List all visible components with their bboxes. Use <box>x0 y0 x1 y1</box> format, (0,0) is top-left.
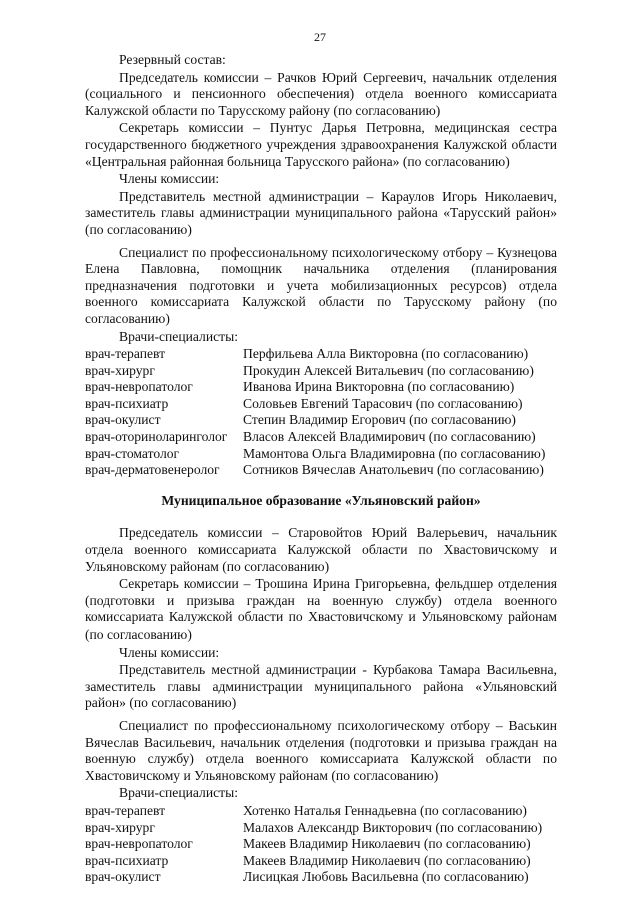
reserve-doctors-label: Врачи-специалисты: <box>119 328 238 344</box>
list-item <box>85 803 557 820</box>
section-heading: Муниципальное образование «Ульяновский район» <box>161 492 481 508</box>
doctor-name: Малахов Александр Викторович (по согласованию) <box>243 819 543 835</box>
list-item <box>85 820 557 837</box>
doctor-name: Власов Алексей Владимирович (по согласованию) <box>243 429 536 445</box>
list-item <box>85 462 557 479</box>
doctor-role: врач-оториноларинголог <box>85 429 228 445</box>
doctor-name: Перфильева Алла Викторовна (по согласованию) <box>243 346 529 362</box>
reserve-admin-representative: Представитель местной администрации – Караулов Игорь Николаевич, заместитель главы администрации муниципального района «Тарусский район» (по согласованию) <box>85 188 557 237</box>
reserve-doctors-list <box>85 346 557 479</box>
doctor-role: врач-невропатолог <box>85 836 193 852</box>
doctor-role: врач-терапевт <box>85 802 166 818</box>
doctor-name: Степин Владимир Егорович (по согласованию) <box>243 412 516 428</box>
main-members-label: Члены комиссии: <box>119 644 220 660</box>
doctor-name: Макеев Владимир Николаевич (по согласованию) <box>243 836 531 852</box>
doctor-name: Лисицкая Любовь Васильевна (по согласованию) <box>243 869 529 885</box>
main-doctors-list <box>85 803 557 886</box>
list-item <box>85 429 557 446</box>
main-secretary-note: (по согласованию) <box>85 627 192 642</box>
list-item <box>85 396 557 413</box>
doctor-name: Хотенко Наталья Геннадьевна (по согласованию) <box>243 802 527 818</box>
document-body <box>85 52 557 886</box>
doctor-role: врач-хирург <box>85 819 155 835</box>
doctor-name: Макеев Владимир Николаевич (по согласованию) <box>243 852 531 868</box>
main-secretary: Секретарь комиссии – Трошина Ирина Григорьевна, фельдшер отделения (подготовки и призыва граждан на военную службу) отдела военного комиссариата Калужской области по Хвастовичскому и Ульяновскому районам <box>85 576 557 625</box>
list-item <box>85 869 557 886</box>
list-item <box>85 412 557 429</box>
doctor-name: Сотников Вячеслав Анатольевич (по согласованию) <box>243 462 544 478</box>
doctor-name: Мамонтова Ольга Владимировна (по согласованию) <box>243 445 546 461</box>
reserve-members-label: Члены комиссии: <box>119 171 220 187</box>
list-item <box>85 446 557 463</box>
list-item <box>85 363 557 380</box>
main-chairman: Председатель комиссии – Старовойтов Юрий Валерьевич, начальник отдела военного комиссариата Калужской области по Хвастовичскому и Ульяновскому районам (по согласованию) <box>85 525 557 574</box>
doctor-role: врач-хирург <box>85 362 155 378</box>
doctor-role: врач-психиатр <box>85 395 169 411</box>
reserve-secretary: Секретарь комиссии – Пунтус Дарья Петровна, медицинская сестра государственного бюджетного учреждения здравоохранения Калужской области «Центральная районная больница Тарусского района» (по согласованию) <box>85 120 557 169</box>
main-doctors-label: Врачи-специалисты: <box>119 785 238 801</box>
list-item <box>85 379 557 396</box>
reserve-chairman: Председатель комиссии – Рачков Юрий Сергеевич, начальник отделения (социального и пенсионного обеспечения) отдела военного комиссариата Калужской области по Тарусскому району (по согласованию) <box>85 69 557 118</box>
reserve-psych-specialist: Специалист по профессиональному психологическому отбору – Кузнецова Елена Павловна, помощник начальника отделения (планирования предназначения подготовки и учета мобилизационных ресурсов) отдела военного комиссариата Калужской области по Тарусскому району (по согласованию) <box>85 244 557 326</box>
page-number: 27 <box>314 30 326 44</box>
doctor-name: Соловьев Евгений Тарасович (по согласованию) <box>243 395 523 411</box>
doctor-role: врач-психиатр <box>85 852 169 868</box>
list-item <box>85 346 557 363</box>
main-psych-specialist: Специалист по профессиональному психологическому отбору – Васькин Вячеслав Васильевич, начальник отделения (подготовки и призыва граждан на военную службу) отдела военного комиссариата Калужской области по Хвастовичскому и Ульяновскому районам (по согласованию) <box>85 717 557 783</box>
list-item <box>85 853 557 870</box>
doctor-role: врач-стоматолог <box>85 445 180 461</box>
reserve-label: Резервный состав: <box>119 52 226 67</box>
doctor-role: врач-невропатолог <box>85 379 193 395</box>
doctor-role: врач-дерматовенеролог <box>85 462 220 478</box>
list-item <box>85 836 557 853</box>
doctor-name: Иванова Ирина Викторовна (по согласованию) <box>243 379 515 395</box>
main-admin-representative: Представитель местной администрации - Курбакова Тамара Васильевна, заместитель главы администрации муниципального района «Ульяновский район» (по согласованию) <box>85 662 557 711</box>
doctor-role: врач-окулист <box>85 869 161 885</box>
doctor-role: врач-окулист <box>85 412 161 428</box>
doctor-name: Прокудин Алексей Витальевич (по согласованию) <box>243 362 534 378</box>
doctor-role: врач-терапевт <box>85 346 166 362</box>
